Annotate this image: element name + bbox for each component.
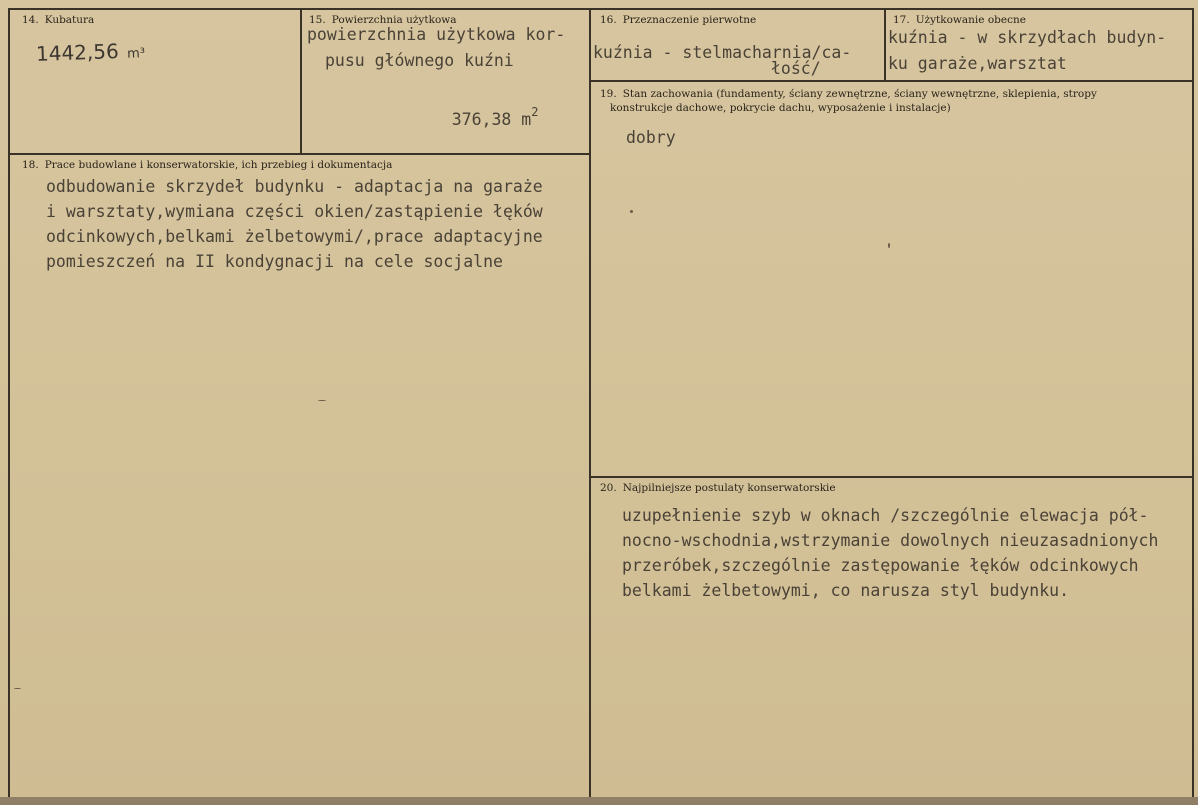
field-14-value: 1442,56 m³ <box>35 39 146 66</box>
field-17-line-1: kuźnia - w skrzydłach budyn- <box>888 28 1167 47</box>
field-17-label: 17. Użytkowanie obecne <box>893 14 1026 26</box>
field-20-line-3: przeróbek,szczególnie zastępowanie łęków odcinkowych <box>622 556 1139 575</box>
field-18-line-2: i warsztaty,wymiana części okien/zastąpienie łęków <box>46 202 543 221</box>
divider-16-19 <box>589 80 1194 82</box>
border-top <box>8 8 1194 10</box>
field-20-line-2: nocno-wschodnia,wstrzymanie dowolnych nieuzasadnionych <box>622 531 1159 550</box>
field-18-label: 18. Prace budowlane i konserwatorskie, ich przebieg i dokumentacja <box>22 159 393 171</box>
field-19-label: 19. Stan zachowania (fundamenty, ściany zewnętrzne, ściany wewnętrzne, sklepienia, stropy konstrukcje dachowe, pokrycie dachu, wyposażenie i instalacje) <box>600 88 1097 114</box>
field-16-label: 16. Przeznaczenie pierwotne <box>600 14 757 26</box>
field-18-line-1: odbudowanie skrzydeł budynku - adaptacja na garaże <box>46 177 543 196</box>
field-20-line-1: uzupełnienie szyb w oknach /szczególnie elewacja pół- <box>622 506 1149 525</box>
paper-speck <box>630 210 633 213</box>
border-right <box>1192 8 1194 797</box>
paper-speck <box>888 243 890 248</box>
field-18-line-4: pomieszczeń na II kondygnacji na cele socjalne <box>46 252 503 271</box>
field-14-label: 14. Kubatura <box>22 14 95 26</box>
divider-15-16 <box>589 8 591 797</box>
field-15-line-1: powierzchnia użytkowa kor- <box>307 25 566 44</box>
field-20-line-4: belkami żelbetowymi, co narusza styl budynku. <box>622 581 1070 600</box>
divider-14-15 <box>300 8 302 154</box>
field-15-line-2: pusu głównego kuźni <box>325 51 514 70</box>
paper-speck <box>318 400 326 401</box>
divider-19-20 <box>589 476 1194 478</box>
field-15-label: 15. Powierzchnia użytkowa <box>309 14 457 26</box>
field-16-line-2: łość/ <box>771 59 821 78</box>
field-16-line-1: kuźnia - stelmacharnia/ca- <box>593 43 852 62</box>
field-20-label: 20. Najpilniejsze postulaty konserwatorskie <box>600 482 836 494</box>
field-15-area: 376,38 $m^2$ <box>451 105 539 129</box>
divider-16-17 <box>884 8 886 81</box>
border-left <box>8 8 10 797</box>
field-19-value: dobry <box>626 128 676 147</box>
field-17-line-2: ku garaże,warsztat <box>888 54 1067 73</box>
field-18-line-3: odcinkowych,belkami żelbetowymi/,prace adaptacyjne <box>46 227 543 246</box>
paper-speck <box>14 688 21 689</box>
card-bottom-edge <box>0 797 1198 805</box>
